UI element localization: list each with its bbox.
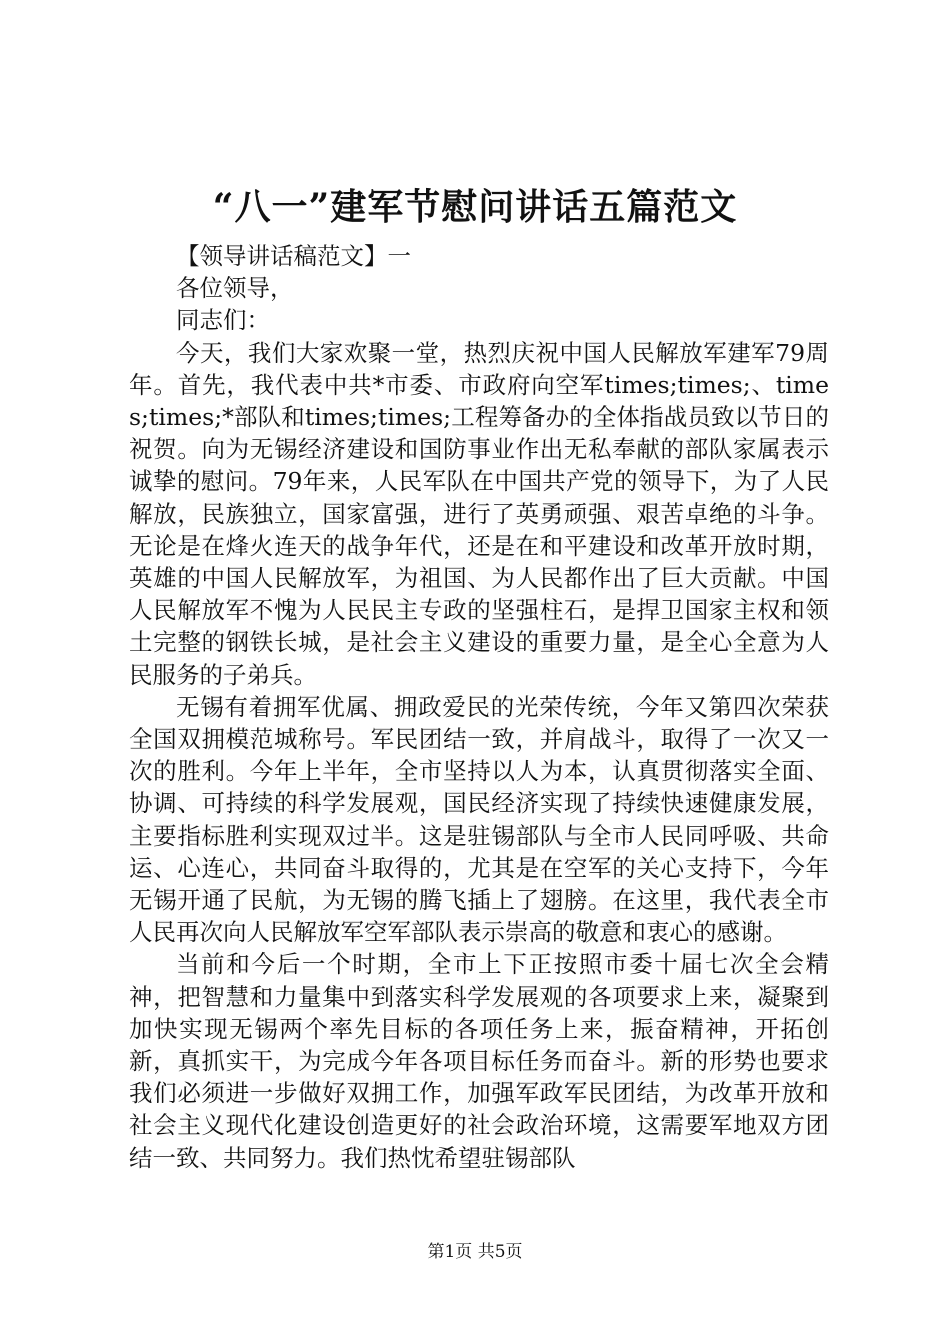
body-paragraph: 今天，我们大家欢聚一堂，热烈庆祝中国人民解放军建军79周年。首先，我代表中共*市委、市政府向空军times;times;、times;times;*部队和times;times;工程筹备办的全体指战员致以节日的祝贺。向为无锡经济建设和国防事业作出无私奉献的部队家属表示诚挚的慰问。79年来，人民军队在中国共产党的领导下，为了人民解放，民族独立，国家富强，进行了英勇顽强、艰苦卓绝的斗争。无论是在烽火连天的战争年代，还是在和平建设和改革开放时期，英雄的中国人民解放军，为祖国、为人民都作出了巨大贡献。中国人民解放军不愧为人民民主专政的坚强柱石，是捍卫国家主权和领土完整的钢铁长城，是社会主义建设的重要力量，是全心全意为人民服务的子弟兵。 <box>129 338 829 689</box>
body-paragraph: 各位领导， <box>176 274 294 303</box>
body-paragraph: 当前和今后一个时期，全市上下正按照市委十届七次全会精神，把智慧和力量集中到落实科学发展观的各项要求上来，凝聚到加快实现无锡两个率先目标的各项任务上来，振奋精神，开拓创新，真抓实干，为完成今年各项目标任务而奋斗。新的形势也要求我们必须进一步做好双拥工作，加强军政军民团结，为改革开放和社会主义现代化建设创造更好的社会政治环境，这需要军地双方团结一致、共同努力。我们热忱希望驻锡部队 <box>129 950 829 1172</box>
body-paragraph: 【领导讲话稿范文】一 <box>176 242 411 270</box>
document-body <box>129 240 829 1174</box>
page-footer: 第1页 共5页 <box>427 1242 523 1262</box>
document-title: “八一”建军节慰问讲话五篇范文 <box>212 186 738 228</box>
body-paragraph: 无锡有着拥军优属、拥政爱民的光荣传统，今年又第四次荣获全国双拥模范城称号。军民团结一致，并肩战斗，取得了一次又一次的胜利。今年上半年，全市坚持以人为本，认真贯彻落实全面、协调、可持续的科学发展观，国民经济实现了持续快速健康发展，主要指标胜利实现双过半。这是驻锡部队与全市人民同呼吸、共命运、心连心，共同奋斗取得的，尤其是在空军的关心支持下，今年无锡开通了民航，为无锡的腾飞插上了翅膀。在这里，我代表全市人民再次向人民解放军空军部队表示崇高的敬意和衷心的感谢。 <box>129 692 829 947</box>
body-paragraph: 同志们： <box>176 306 270 335</box>
